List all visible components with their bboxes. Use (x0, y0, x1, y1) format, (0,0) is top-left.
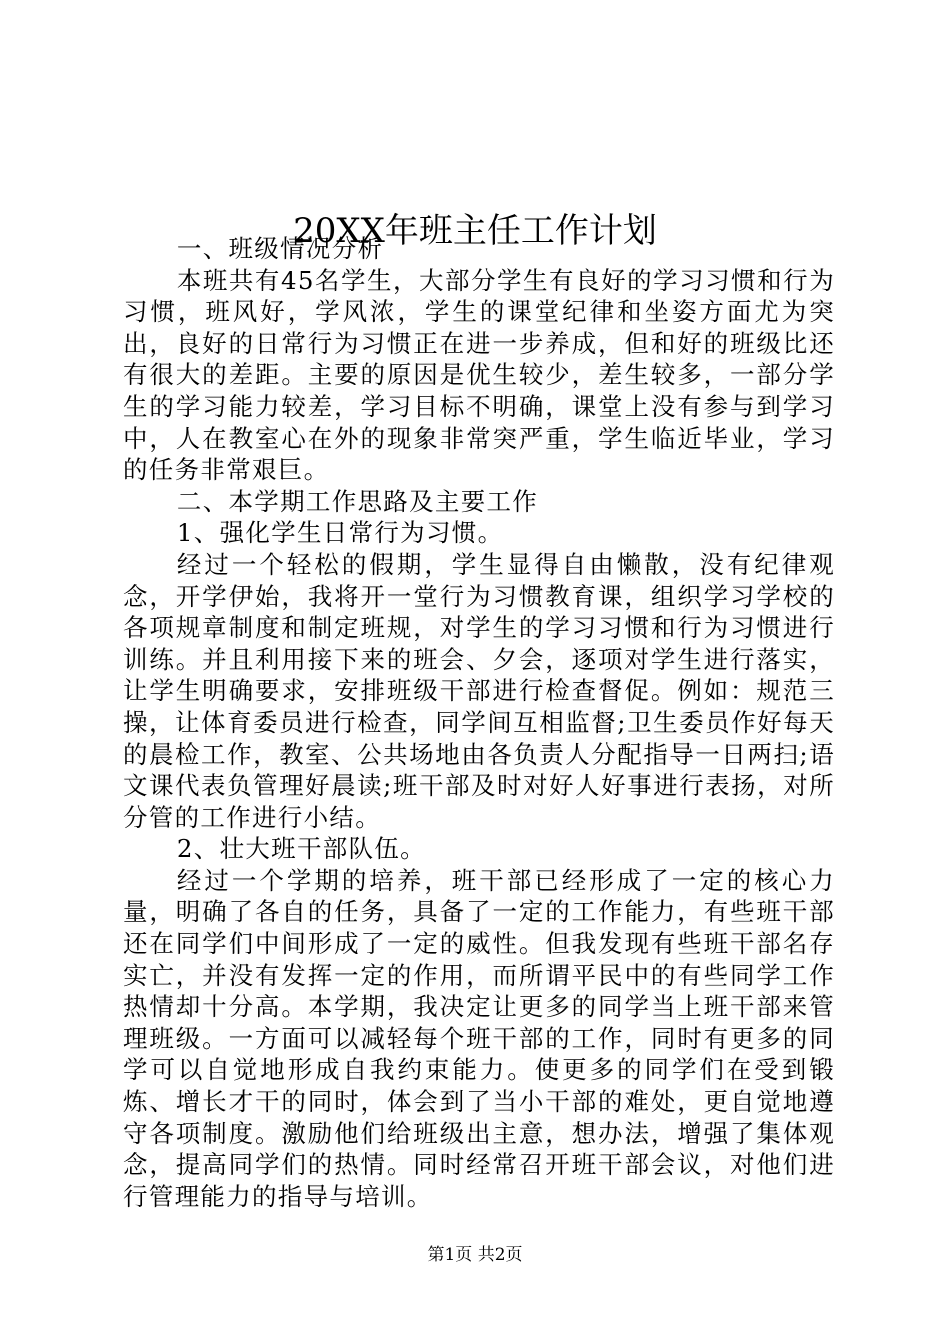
page-footer: 第1页 共2页 (427, 1245, 523, 1265)
section-heading-work-plan: 二、本学期工作思路及主要工作 (176, 486, 539, 516)
paragraph-daily-habits: 经过一个轻松的假期，学生显得自由懒散，没有纪律观念，开学伊始，我将开一堂行为习惯教育课，组织学习学校的各项规章制度和制定班规，对学生的学习习惯和行为习惯进行训练。并且利用接下来的班会、夕会，逐项对学生进行落实，让学生明确要求，安排班级干部进行检查督促。例如：规范三操，让体育委员进行检查，同学间互相监督;卫生委员作好每天的晨检工作，教室、公共场地由各负责人分配指导一日两扫;语文课代表负管理好晨读;班干部及时对好人好事进行表扬，对所分管的工作进行小结。 (123, 549, 835, 832)
document-body (123, 233, 835, 1212)
subheading-daily-habits: 1、强化学生日常行为习惯。 (176, 518, 504, 548)
paragraph-class-cadres: 经过一个学期的培养，班干部已经形成了一定的核心力量，明确了各自的任务，具备了一定的工作能力，有些班干部还在同学们中间形成了一定的威性。但我发现有些班干部名存实亡，并没有发挥一定的作用，而所谓平民中的有些同学工作热情却十分高。本学期，我决定让更多的同学当上班干部来管理班级。一方面可以减轻每个班干部的工作，同时有更多的同学可以自觉地形成自我约束能力。使更多的同学们在受到锻炼、增长才干的同时，体会到了当小干部的难处，更自觉地遵守各项制度。激励他们给班级出主意，想办法，增强了集体观念，提高同学们的热情。同时经常召开班干部会议，对他们进行管理能力的指导与培训。 (123, 865, 835, 1211)
page-title: 20XX年班主任工作计划 (293, 210, 657, 251)
paragraph-class-analysis: 本班共有45名学生，大部分学生有良好的学习习惯和行为习惯，班风好，学风浓，学生的课堂纪律和坐姿方面尤为突出，良好的日常行为习惯正在进一步养成，但和好的班级比还有很大的差距。主要的原因是优生较少，差生较多，一部分学生的学习能力较差，学习目标不明确，课堂上没有参与到学习中，人在教室心在外的现象非常突严重，学生临近毕业，学习的任务非常艰巨。 (123, 265, 835, 485)
section-heading-class-analysis: 一、班级情况分析 (176, 234, 384, 263)
subheading-class-cadres: 2、壮大班干部队伍。 (176, 834, 426, 864)
